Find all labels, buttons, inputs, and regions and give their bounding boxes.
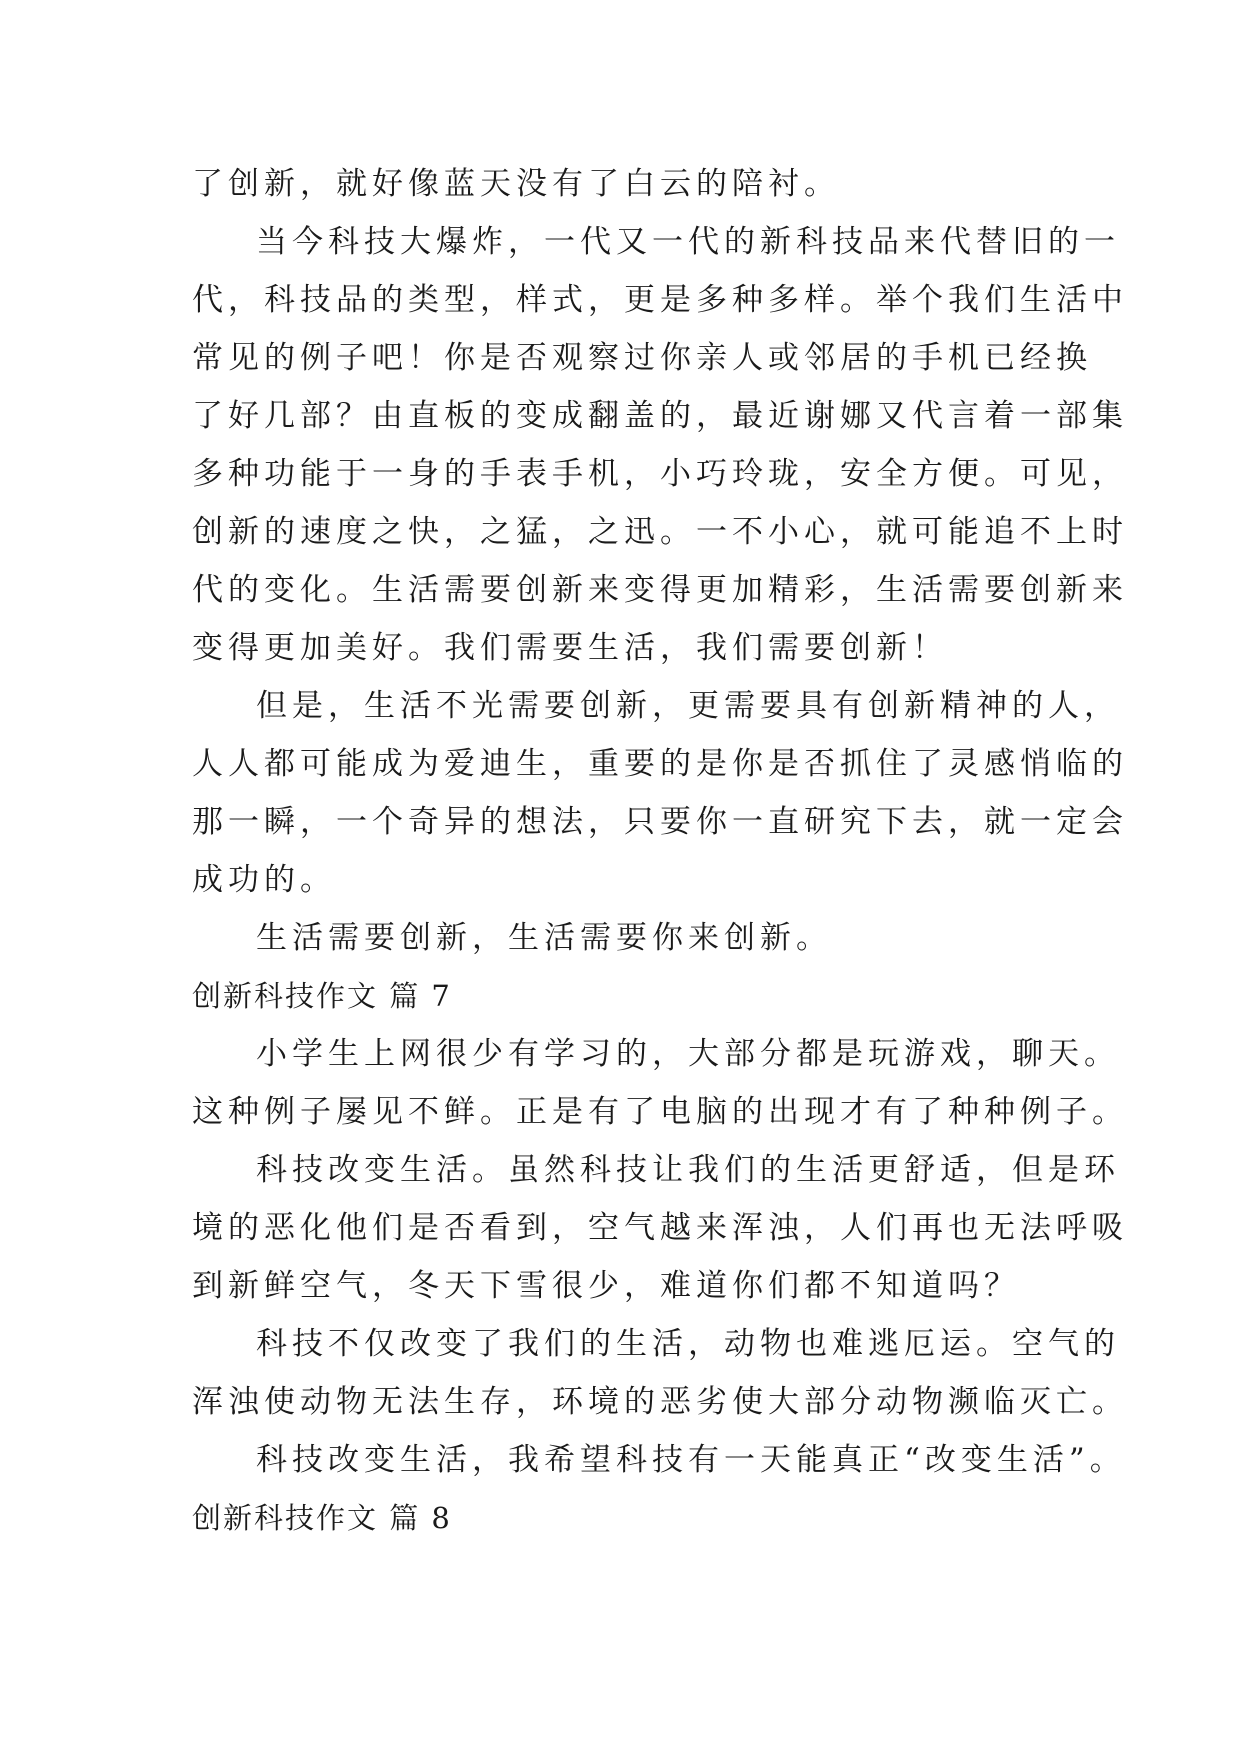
text-line: 常见的例子吧！你是否观察过你亲人或邻居的手机已经换 (192, 340, 1092, 376)
text-line: 人人都可能成为爱迪生，重要的是你是否抓住了灵感悄临的 (192, 746, 1128, 782)
text-line: 了创新，就好像蓝天没有了白云的陪衬。 (192, 166, 840, 202)
text-line: 那一瞬，一个奇异的想法，只要你一直研究下去，就一定会 (192, 804, 1128, 840)
text-line: 代，科技品的类型，样式，更是多种多样。举个我们生活中 (192, 282, 1128, 318)
paragraph-start: 生活需要创新，生活需要你来创新。 (256, 920, 832, 956)
text-line: 浑浊使动物无法生存，环境的恶劣使大部分动物濒临灭亡。 (192, 1384, 1128, 1420)
text-line: 到新鲜空气，冬天下雪很少，难道你们都不知道吗？ (192, 1268, 1020, 1304)
paragraph-start: 但是，生活不光需要创新，更需要具有创新精神的人， (256, 688, 1120, 724)
paragraph-start: 当今科技大爆炸，一代又一代的新科技品来代替旧的一 (256, 224, 1120, 260)
section-heading-8: 创新科技作文 篇 8 (192, 1501, 452, 1535)
paragraph-start: 科技改变生活，我希望科技有一天能真正“改变生活”。 (256, 1442, 1126, 1478)
text-line: 成功的。 (192, 862, 336, 898)
paragraph-start: 小学生上网很少有学习的，大部分都是玩游戏，聊天。 (256, 1036, 1120, 1072)
text-line: 了好几部？由直板的变成翻盖的，最近谢娜又代言着一部集 (192, 398, 1128, 434)
text-line: 变得更加美好。我们需要生活，我们需要创新！ (192, 630, 948, 666)
paragraph-start: 科技改变生活。虽然科技让我们的生活更舒适，但是环 (256, 1152, 1120, 1188)
document-page (192, 155, 1128, 1547)
section-heading-7: 创新科技作文 篇 7 (192, 979, 452, 1013)
text-line: 境的恶化他们是否看到，空气越来浑浊，人们再也无法呼吸 (192, 1210, 1128, 1246)
text-line: 创新的速度之快，之猛，之迅。一不小心，就可能追不上时 (192, 514, 1128, 550)
paragraph-start: 科技不仅改变了我们的生活，动物也难逃厄运。空气的 (256, 1326, 1120, 1362)
text-line: 多种功能于一身的手表手机，小巧玲珑，安全方便。可见， (192, 456, 1128, 492)
text-line: 代的变化。生活需要创新来变得更加精彩，生活需要创新来 (192, 572, 1128, 608)
text-line: 这种例子屡见不鲜。正是有了电脑的出现才有了种种例子。 (192, 1094, 1128, 1130)
